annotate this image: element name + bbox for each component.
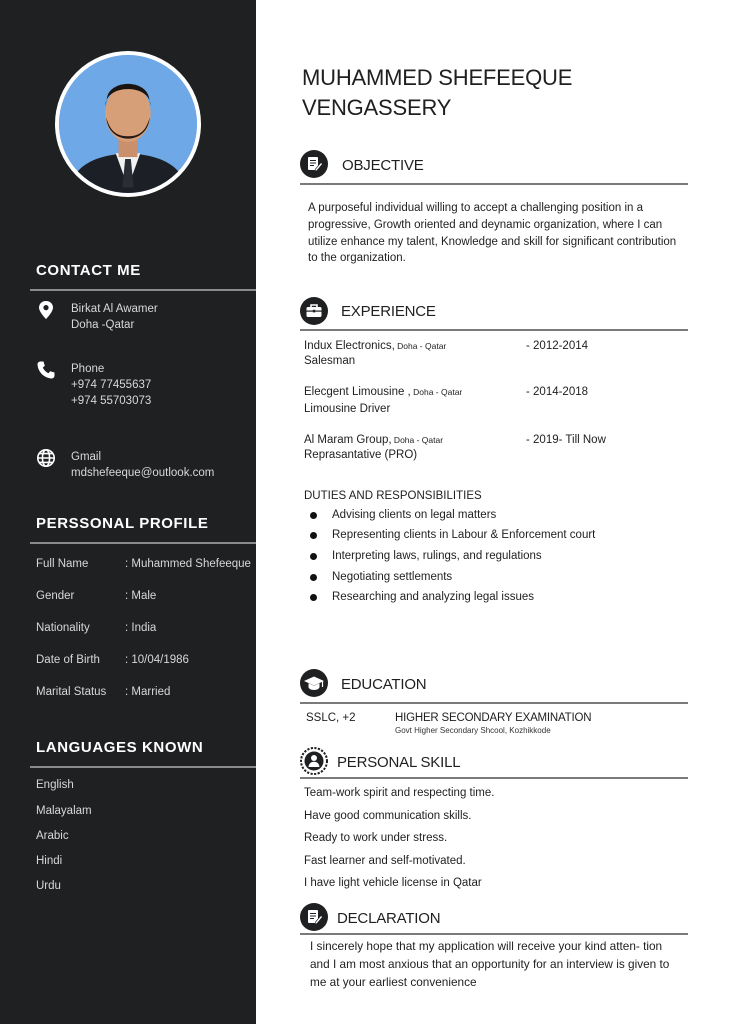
job-dates-1: - 2012-2014 (526, 340, 589, 352)
contact-email (36, 449, 214, 481)
bullet-icon (310, 594, 317, 601)
bullet-icon (310, 532, 317, 539)
education-title: EDUCATION (341, 676, 427, 693)
phone-number-2[interactable]: +974 55703073 (71, 395, 152, 407)
bullet-icon (310, 574, 317, 581)
bullet-icon (310, 553, 317, 560)
phone-number-1[interactable]: +974 77455637 (71, 379, 152, 391)
duties-title: DUTIES AND RESPONSIBILITIES (304, 490, 482, 502)
declaration-divider (300, 933, 688, 935)
contact-divider (30, 289, 256, 291)
skill-item: Ready to work under stress. (304, 832, 448, 844)
job-role-2: Limousine Driver (304, 403, 391, 415)
duty-text: Researching and analyzing legal issues (332, 591, 535, 603)
person-badge-icon (300, 747, 328, 775)
education-divider (300, 702, 688, 704)
company-name: Elecgent Limousine , (304, 386, 411, 398)
skill-item: Team-work spirit and respecting time. (304, 787, 495, 799)
company-name: Al Maram Group, (304, 434, 392, 446)
phone-label: Phone (71, 363, 105, 375)
company-name: Indux Electronics, (304, 340, 395, 352)
profile-label: Nationality (36, 622, 90, 634)
profile-row-date-of-birth (36, 654, 189, 666)
company-location: Doha - Qatar (410, 387, 463, 397)
contact-phone (36, 361, 151, 409)
name-line-1: MUHAMMED SHEFEEQUE (302, 65, 573, 90)
language-item: Malayalam (36, 805, 92, 817)
experience-title: EXPERIENCE (341, 303, 436, 320)
job-dates-3: - 2019- Till Now (526, 434, 606, 446)
job-dates-2: - 2014-2018 (526, 386, 589, 398)
profile-label: Gender (36, 590, 75, 602)
email-address[interactable]: mdshefeeque@outlook.com (71, 467, 215, 479)
profile-row-gender (36, 590, 156, 602)
duty-text: Advising clients on legal matters (332, 509, 497, 521)
education-level: SSLC, +2 (306, 712, 356, 724)
objective-title: OBJECTIVE (342, 157, 424, 174)
profile-heading: PERSSONAL PROFILE (36, 515, 209, 532)
duty-item (310, 509, 496, 521)
language-item: English (36, 779, 74, 791)
document-pen-icon (300, 903, 328, 931)
skill-item: Fast learner and self-motivated. (304, 855, 466, 867)
email-label: Gmail (71, 451, 102, 463)
profile-value: : 10/04/1986 (125, 654, 189, 666)
phone-icon (36, 360, 56, 380)
company-location: Doha - Qatar (391, 435, 444, 445)
profile-photo (55, 51, 201, 197)
profile-row-marital-status (36, 686, 170, 698)
profile-value: : Muhammed Shefeeque (125, 558, 251, 570)
declaration-text: I sincerely hope that my application will receive your kind atten- tion and I am most anxious that an opportunity for an interview is given to me at your earliest convenience (310, 939, 670, 989)
profile-divider (30, 542, 256, 544)
duty-text: Interpreting laws, rulings, and regulations (332, 550, 542, 562)
job-company-3 (304, 434, 443, 446)
experience-divider (300, 329, 688, 331)
contact-heading: CONTACT ME (36, 262, 141, 279)
language-item: Urdu (36, 880, 61, 892)
document-pen-icon (300, 150, 328, 178)
skill-item: I have light vehicle license in Qatar (304, 877, 482, 889)
objective-text: A purposeful individual willing to accept a challenging position in a progressive, Growth oriented and deynamic organization, where I can utilize enhance my talent, Knowledge and skill for significant contribution to the organization. (308, 202, 677, 265)
skills-title: PERSONAL SKILL (337, 754, 461, 771)
job-role-3: Reprasantative (PRO) (304, 449, 418, 461)
languages-divider (30, 766, 256, 768)
address-line-2: Doha -Qatar (71, 319, 135, 331)
profile-label: Full Name (36, 558, 89, 570)
profile-label: Marital Status (36, 686, 107, 698)
declaration-title: DECLARATION (337, 910, 441, 927)
education-exam: HIGHER SECONDARY EXAMINATION (395, 712, 592, 724)
profile-row-full-name (36, 558, 251, 570)
bullet-icon (310, 512, 317, 519)
location-pin-icon (36, 300, 56, 320)
duty-text: Representing clients in Labour & Enforcement court (332, 529, 596, 541)
name-line-2: VENGASSERY (302, 95, 452, 120)
profile-row-nationality (36, 622, 156, 634)
languages-heading: LANGUAGES KNOWN (36, 739, 204, 756)
contact-address (36, 301, 158, 333)
duty-item (310, 550, 542, 562)
duty-text: Negotiating settlements (332, 571, 453, 583)
duty-item (310, 591, 534, 603)
profile-value: : Male (125, 590, 157, 602)
objective-divider (300, 183, 688, 185)
profile-label: Date of Birth (36, 654, 100, 666)
sidebar (0, 0, 256, 1024)
job-company-1 (304, 340, 446, 352)
briefcase-icon (300, 297, 328, 325)
language-item: Arabic (36, 830, 69, 842)
skill-item: Have good communication skills. (304, 810, 472, 822)
company-location: Doha - Qatar (394, 341, 447, 351)
duty-item (310, 529, 595, 541)
profile-value: : Married (125, 686, 171, 698)
duty-item (310, 571, 452, 583)
language-item: Hindi (36, 855, 63, 867)
education-school: Govt Higher Secondary Shcool, Kozhikkode (395, 726, 551, 735)
portrait-illustration (59, 55, 197, 193)
job-company-2 (304, 386, 462, 398)
profile-value: : India (125, 622, 157, 634)
job-role-1: Salesman (304, 355, 356, 367)
globe-icon (36, 448, 56, 468)
graduation-cap-icon (300, 669, 328, 697)
address-line-1: Birkat Al Awamer (71, 303, 158, 315)
skills-divider (300, 777, 688, 779)
